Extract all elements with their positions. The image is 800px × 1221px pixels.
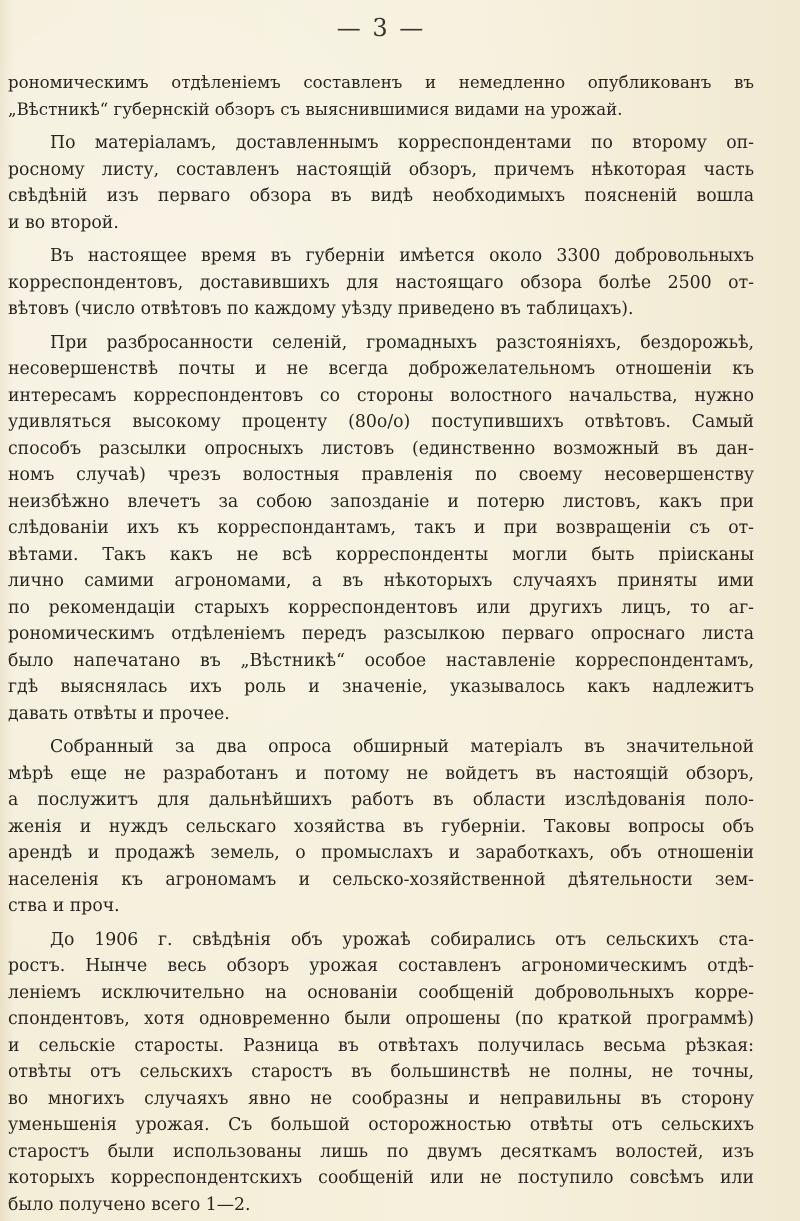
text-line: неизбѣжно влечетъ за собою запозданіе и потерю листовъ, какъ при bbox=[8, 491, 754, 512]
text-line: Собранный за два опроса обширный матеріалъ въ значительной bbox=[50, 737, 754, 757]
text-line: мѣрѣ еще не разработанъ и потому не войдетъ въ настоящій обзоръ, bbox=[8, 763, 754, 784]
text-line: номъ случаѣ) чрезъ волостныя правленія по своему несовершенству bbox=[8, 465, 754, 485]
paragraph-3 bbox=[8, 243, 754, 323]
text-line: во многихъ случаяхъ явно не сообразны и неправильны въ сторону bbox=[8, 1088, 754, 1109]
text-line: давать отвѣты и прочее. bbox=[8, 703, 230, 724]
text-line: старостъ были использованы лишь по двумъ десяткамъ волостей, изъ bbox=[8, 1141, 754, 1162]
paragraph-2 bbox=[8, 130, 754, 236]
text-line: ства и проч. bbox=[8, 896, 120, 916]
text-line: свѣдѣній изъ перваго обзора въ видѣ необходимыхъ поясненій вошла bbox=[8, 186, 754, 206]
text-line: корреспондентовъ, доставившихъ для настоящаго обзора болѣе 2500 от- bbox=[8, 272, 754, 293]
text-line: По матеріаламъ, доставленнымъ корреспондентами по второму оп- bbox=[50, 133, 754, 153]
text-line: удивляться высокому проценту (80о/о) поступившихъ отвѣтовъ. Самый bbox=[8, 412, 754, 432]
text-line: росному листу, составленъ настоящій обзоръ, причемъ нѣкоторая часть bbox=[8, 159, 754, 180]
text-line: было получено всего 1—2. bbox=[8, 1194, 251, 1215]
text-line: которыхъ корреспондентскихъ сообщеній или не поступило совсѣмъ или bbox=[8, 1168, 754, 1188]
paragraph-5 bbox=[8, 734, 754, 920]
text-line: и сельскіе старосты. Разница въ отвѣтахъ получилась весьма рѣзкая: bbox=[8, 1035, 754, 1056]
text-line: До 1906 г. свѣдѣнія объ урожаѣ собирались отъ сельскихъ ста- bbox=[50, 929, 754, 950]
text-line: слѣдованіи ихъ къ корреспондантамъ, такъ и при возвращеніи съ от- bbox=[8, 518, 754, 538]
text-line: женія и нуждъ сельскаго хозяйства въ губерніи. Таковы вопросы объ bbox=[8, 816, 754, 837]
text-line: вѣтами. Такъ какъ не всѣ корреспонденты могли быть пріисканы bbox=[8, 544, 754, 565]
text-line: Въ настоящее время въ губерніи имѣется около 3300 добровольныхъ bbox=[50, 246, 754, 266]
text-line: способъ разсылки опросныхъ листовъ (единственно возможный въ дан- bbox=[8, 438, 754, 459]
text-line: населенія къ агрономамъ и сельско-хозяйственной дѣятельности зем- bbox=[8, 869, 754, 890]
text-line: лично самими агрономами, а въ нѣкоторыхъ случаяхъ приняты ими bbox=[8, 571, 754, 591]
text-line: гдѣ выяснялась ихъ роль и значеніе, указывалось какъ надлежитъ bbox=[8, 677, 754, 697]
paragraph-1 bbox=[8, 70, 754, 123]
paragraph-4 bbox=[8, 330, 754, 728]
text-line: было напечатано въ „Вѣстникѣ“ особое наставленіе корреспондентамъ, bbox=[8, 650, 754, 671]
text-line: рономическимъ отдѣленіемъ составленъ и немедленно опубликованъ въ bbox=[8, 73, 754, 92]
text-line: рономическимъ отдѣленіемъ передъ разсылкою перваго опроснаго листа bbox=[8, 624, 754, 644]
paragraph-6 bbox=[8, 927, 754, 1219]
body-text bbox=[8, 70, 754, 1218]
text-line: отвѣты отъ сельскихъ старостъ въ большинствѣ не полны, не точны, bbox=[8, 1062, 754, 1082]
text-line: спондентовъ, хотя одновременно были опрошены (по краткой программѣ) bbox=[8, 1009, 754, 1029]
text-line: ростъ. Нынче весь обзоръ урожая составленъ агрономическимъ отдѣ- bbox=[8, 956, 754, 976]
text-line: При разбросанности селеній, громадныхъ разстояніяхъ, бездорожьѣ, bbox=[50, 332, 754, 353]
text-line: и во второй. bbox=[8, 212, 119, 233]
text-line: уменьшенія урожая. Съ большой осторожностью отвѣты отъ сельскихъ bbox=[8, 1115, 754, 1135]
text-line: „Вѣстникѣ“ губернскій обзоръ съ выяснившимися видами на урожай. bbox=[8, 99, 623, 119]
text-line: интересамъ корреспондентовъ со стороны волостного начальства, нужно bbox=[8, 385, 754, 406]
text-line: леніемъ исключительно на основаніи сообщеній добровольныхъ корре- bbox=[8, 982, 754, 1003]
page-number: — 3 — bbox=[336, 14, 426, 42]
text-line: а послужитъ для дальнѣйшихъ работъ въ области изслѣдованія поло- bbox=[8, 790, 754, 810]
text-line: арендѣ и продажѣ земель, о промыслахъ и заработкахъ, объ отношеніи bbox=[8, 843, 754, 863]
text-line: вѣтовъ (число отвѣтовъ по каждому уѣзду приведено въ таблицахъ). bbox=[8, 299, 634, 319]
text-line: по рекомендаціи старыхъ корреспондентовъ или другихъ лицъ, то аг- bbox=[8, 597, 754, 618]
text-line: несовершенствѣ почты и не всегда доброжелательномъ отношеніи къ bbox=[8, 359, 754, 379]
